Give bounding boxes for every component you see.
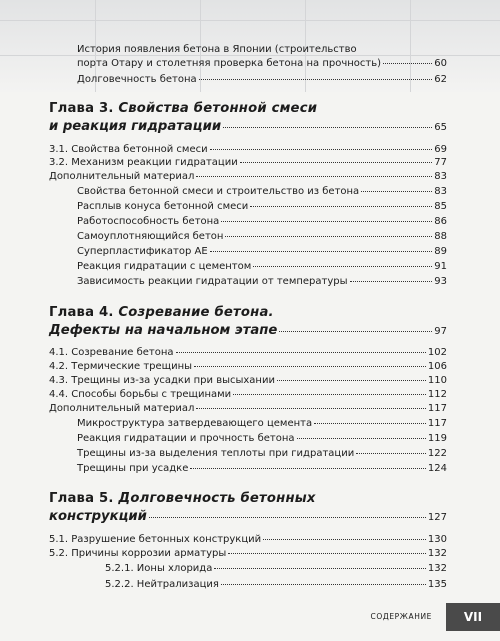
toc-entry[interactable] xyxy=(49,171,447,182)
toc-page-number: 62 xyxy=(434,74,447,85)
chapter-4-title-line2: Дефекты на начальном этапе xyxy=(49,323,278,338)
running-footer-label: СОДЕРЖАНИЕ xyxy=(370,612,432,621)
toc-entry-title: 5.2.1. Ионы хлорида xyxy=(105,563,213,574)
chapter-3-title-line2: и реакция гидратации xyxy=(49,119,222,134)
leader-dots xyxy=(176,352,426,353)
toc-page-number: 119 xyxy=(427,433,447,444)
leader-dots xyxy=(194,366,426,367)
leader-dots xyxy=(228,553,426,554)
toc-page-number: 69 xyxy=(434,144,447,155)
toc-entry[interactable] xyxy=(77,463,447,474)
toc-entry[interactable] xyxy=(77,186,447,197)
toc-page-number: 106 xyxy=(427,361,447,372)
chapter-5-prefix: Глава 5. xyxy=(49,491,119,506)
leader-dots xyxy=(210,251,433,252)
toc-entry-title: Долговечность бетона xyxy=(77,74,197,85)
toc-entry-title: Реакция гидратации и прочность бетона xyxy=(77,433,295,444)
toc-entry-multiline[interactable] xyxy=(77,44,447,69)
toc-page-number: 65 xyxy=(434,122,447,133)
toc-entry[interactable] xyxy=(77,216,447,227)
leader-dots xyxy=(279,331,432,332)
leader-dots xyxy=(383,63,432,64)
toc-page-number: 130 xyxy=(427,534,447,545)
toc-page-number: 122 xyxy=(427,448,447,459)
toc-entry[interactable] xyxy=(49,361,447,372)
chapter-4-title-line1: Созревание бетона. xyxy=(118,305,274,320)
leader-dots xyxy=(210,149,433,150)
leader-dots xyxy=(277,380,426,381)
toc-page-number: 85 xyxy=(434,201,447,212)
leader-dots xyxy=(221,221,432,222)
leader-dots xyxy=(250,206,432,207)
toc-entry[interactable] xyxy=(77,74,447,85)
toc-entry[interactable] xyxy=(77,246,447,257)
chapter-3-title-line1: Свойства бетонной смеси xyxy=(118,101,318,116)
leader-dots xyxy=(214,568,426,569)
chapter-3-prefix: Глава 3. xyxy=(49,101,119,116)
toc-entry-title-line1: История появления бетона в Японии (строительство xyxy=(77,44,357,55)
toc-entry[interactable] xyxy=(77,433,447,444)
toc-entry[interactable] xyxy=(49,375,447,386)
toc-page-number: 60 xyxy=(434,58,447,69)
toc-entry-title: 5.2.2. Нейтрализация xyxy=(105,579,219,590)
toc-page-number: 112 xyxy=(427,389,447,400)
leader-dots xyxy=(253,266,432,267)
toc-entry-title-line2: порта Отару и столетняя проверка бетона на прочность) xyxy=(77,58,382,69)
leader-dots xyxy=(263,539,426,540)
toc-page-number: 117 xyxy=(427,403,447,414)
toc-entry[interactable] xyxy=(49,548,447,559)
leader-dots xyxy=(223,127,432,128)
page-number-tab: VII xyxy=(446,603,500,631)
leader-dots xyxy=(190,468,426,469)
toc-entry[interactable] xyxy=(49,347,447,358)
chapter-4-heading-line2[interactable] xyxy=(49,323,447,338)
toc-entry-title: Работоспособность бетона xyxy=(77,216,220,227)
toc-entry[interactable] xyxy=(77,231,447,242)
toc-entry-title: Свойства бетонной смеси и строительство из бетона xyxy=(77,186,360,197)
toc-entry-title: Суперпластификатор AE xyxy=(77,246,208,257)
toc-page-number: 93 xyxy=(434,276,447,287)
chapter-5-heading-line2[interactable] xyxy=(49,509,447,524)
toc-entry-title: Расплыв конуса бетонной смеси xyxy=(77,201,249,212)
leader-dots xyxy=(350,281,433,282)
toc-entry-title: Микроструктура затвердевающего цемента xyxy=(77,418,313,429)
toc-page-number: 132 xyxy=(427,548,447,559)
leader-dots xyxy=(149,517,426,518)
toc-entry[interactable] xyxy=(77,261,447,272)
leader-dots xyxy=(240,162,433,163)
toc-page-number: 97 xyxy=(434,326,447,337)
toc-entry[interactable] xyxy=(49,157,447,168)
toc-entry-title: 5.1. Разрушение бетонных конструкций xyxy=(49,534,262,545)
toc-page-number: 124 xyxy=(427,463,447,474)
chapter-3-heading-line2[interactable] xyxy=(49,119,447,134)
toc-entry[interactable] xyxy=(77,201,447,212)
chapter-4-prefix: Глава 4. xyxy=(49,305,119,320)
toc-entry-title: Самоуплотняющийся бетон xyxy=(77,231,224,242)
leader-dots xyxy=(356,453,426,454)
toc-entry-title: Реакция гидратации с цементом xyxy=(77,261,252,272)
toc-entry[interactable] xyxy=(49,144,447,155)
toc-entry-title: 4.2. Термические трещины xyxy=(49,361,193,372)
toc-entry-title: 3.1. Свойства бетонной смеси xyxy=(49,144,208,155)
toc-page-number: 89 xyxy=(434,246,447,257)
leader-dots xyxy=(196,176,432,177)
toc-entry-title: Дополнительный материал xyxy=(49,403,195,414)
toc-page-number: 88 xyxy=(434,231,447,242)
leader-dots xyxy=(361,191,432,192)
chapter-5-title-line2: конструкций xyxy=(49,509,147,524)
toc-page-number: 83 xyxy=(434,186,447,197)
chapter-4-heading[interactable] xyxy=(49,305,274,320)
leader-dots xyxy=(297,438,426,439)
toc-page-number: 127 xyxy=(427,512,447,523)
toc-entry[interactable] xyxy=(105,563,447,574)
chapter-5-heading[interactable] xyxy=(49,491,316,506)
toc-entry-title: Дополнительный материал xyxy=(49,171,195,182)
toc-entry[interactable] xyxy=(77,418,447,429)
toc-entry[interactable] xyxy=(105,579,447,590)
toc-entry-title: 4.3. Трещины из-за усадки при высыхании xyxy=(49,375,275,386)
toc-page-number: 110 xyxy=(427,375,447,386)
toc-page-number: 77 xyxy=(434,157,447,168)
toc-entry[interactable] xyxy=(77,276,447,287)
toc-page-number: 83 xyxy=(434,171,447,182)
toc-entry-title: Зависимость реакции гидратации от температуры xyxy=(77,276,348,287)
toc-entry-title: 4.1. Созревание бетона xyxy=(49,347,174,358)
toc-entry-title: 4.4. Способы борьбы с трещинами xyxy=(49,389,232,400)
toc-page-number: 102 xyxy=(427,347,447,358)
toc-page-number: 117 xyxy=(427,418,447,429)
chapter-5-title-line1: Долговечность бетонных xyxy=(118,491,316,506)
toc-entry-title: 3.2. Механизм реакции гидратации xyxy=(49,157,238,168)
toc-entry-title: 5.2. Причины коррозии арматуры xyxy=(49,548,227,559)
leader-dots xyxy=(314,423,426,424)
leader-dots xyxy=(233,394,426,395)
toc-page-number: 135 xyxy=(427,579,447,590)
toc-entry[interactable] xyxy=(49,389,447,400)
toc-entry[interactable] xyxy=(49,534,447,545)
toc-page-number: 132 xyxy=(427,563,447,574)
leader-dots xyxy=(225,236,432,237)
toc-entry-title: Трещины при усадке xyxy=(77,463,189,474)
toc-entry[interactable] xyxy=(77,448,447,459)
toc-entry-title: Трещины из-за выделения теплоты при гидратации xyxy=(77,448,355,459)
toc-page-number: 91 xyxy=(434,261,447,272)
chapter-3-heading[interactable] xyxy=(49,101,317,116)
toc-page-number: 86 xyxy=(434,216,447,227)
leader-dots xyxy=(196,408,426,409)
leader-dots xyxy=(221,584,426,585)
leader-dots xyxy=(199,79,433,80)
toc-entry[interactable] xyxy=(49,403,447,414)
